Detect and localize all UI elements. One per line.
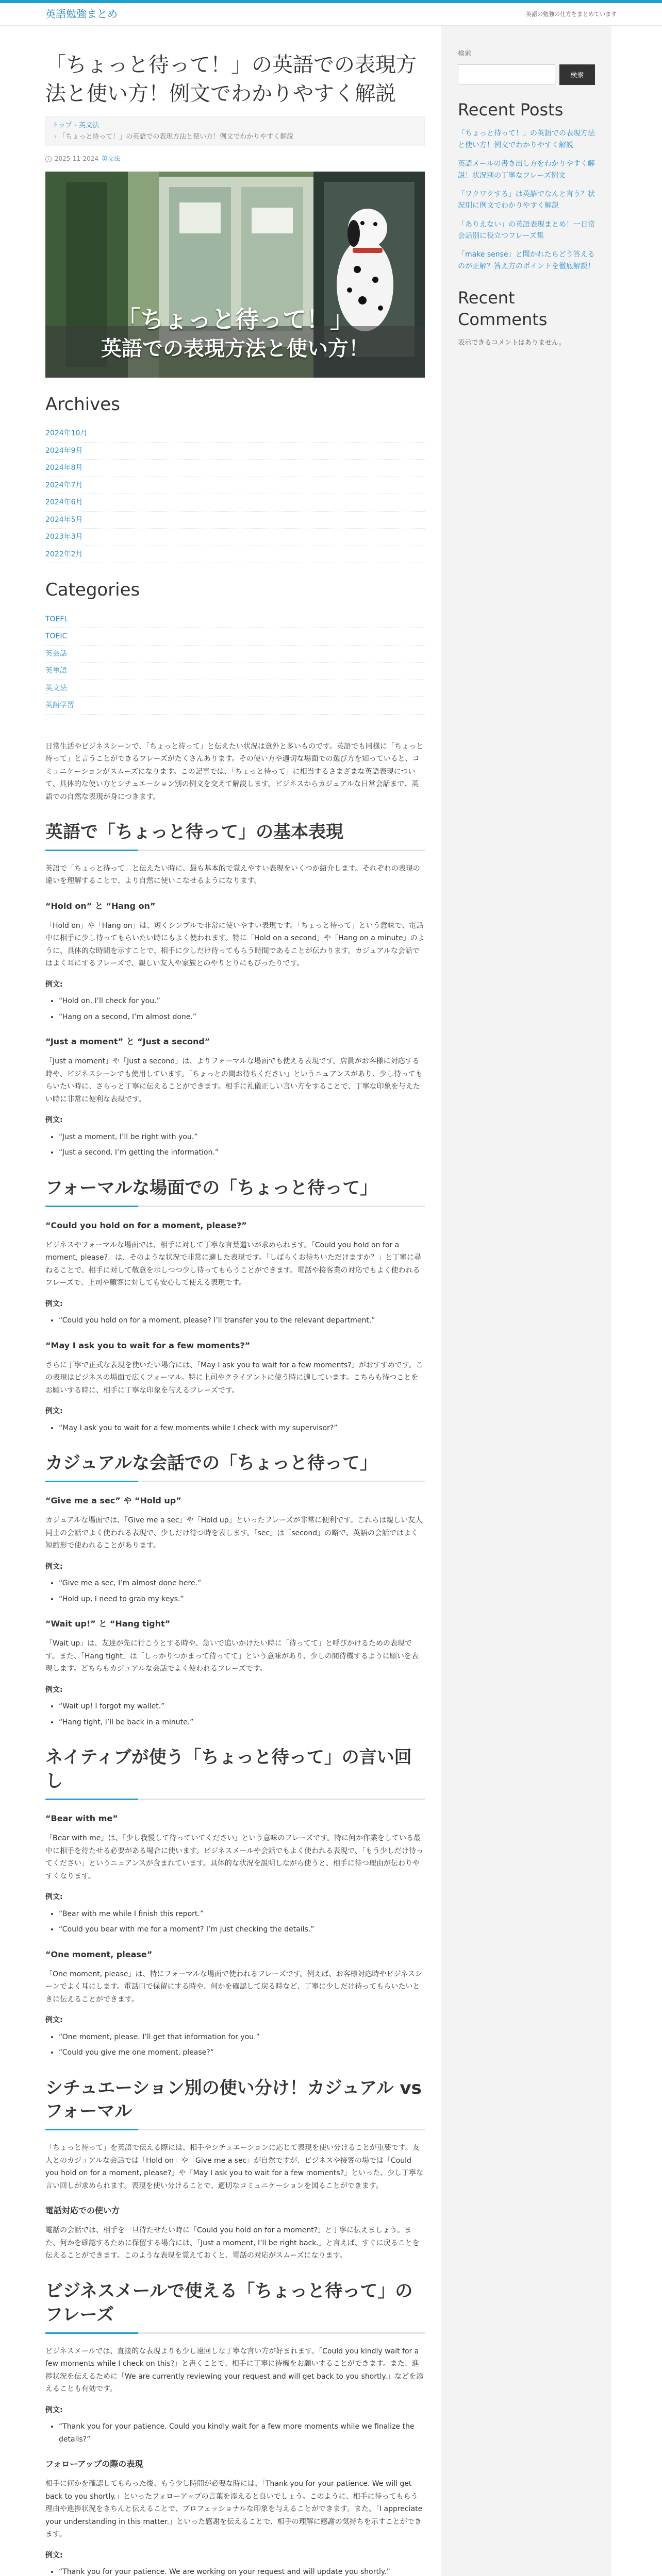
- recent-comments-title: Recent Comments: [458, 288, 548, 329]
- recent-post-item: [458, 128, 595, 151]
- archive-item-link[interactable]: 2024年5月: [45, 515, 83, 524]
- archive-item-link[interactable]: 2022年2月: [45, 550, 83, 558]
- archive-item: [45, 512, 425, 529]
- recent-post-item-link[interactable]: 「ちょっと待って！」の英語での表現方法と使い方！例文でわかりやすく解説: [458, 129, 595, 149]
- example-label: 例文:: [45, 1407, 63, 1416]
- archive-item: [45, 494, 425, 512]
- recent-post-item-link[interactable]: 「make sense」と聞かれたらどう答えるのが正解？答え方のポイントを徹底解説！: [458, 250, 595, 270]
- example-list: [59, 2031, 425, 2059]
- example-label: 例文:: [45, 980, 63, 989]
- categories-list: [45, 611, 425, 715]
- intro-paragraph: 日常生活やビジネスシーンで、「ちょっと待って」と伝えたい状況は意外と多いものです。英語でも同様に「ちょっと待って」と言うことができるフレーズがたくさんあります。その使い方や適切な場面での選び方を知っていると、コミュニケーションがスムーズになります。この記事では、「ちょっと待って」に相当するさまざまな英語表現について、具体的な使い方とシチュエーション別の例文を交えて解説します。ビジネスからカジュアルな日常会話まで、英語での自然な表現が身につきます。: [45, 742, 423, 801]
- section-paragraph: 相手に何かを確認してもらった後、もう少し時間が必要な時には、「Thank you for your patience. We will get back to you shortly.」といったフォローアップの言葉を添えると良いでしょう。このように、相手に待ってもらう理由や進捗状況をきちんと伝えることで、プロフェッショナルな印象を与えることができます。また、「I appreciate your understanding in this matter.」といった感謝を伝えることで、相手の理解に感謝の気持ちを示すことができます。: [45, 2480, 423, 2539]
- section-heading: 英語で「ちょっと待って」の基本表現: [45, 821, 425, 851]
- category-item: [45, 663, 425, 680]
- sidebar: [441, 26, 611, 2576]
- category-item: [45, 680, 425, 698]
- hero-image: [45, 172, 425, 378]
- site-header: [0, 3, 662, 26]
- archive-item-link[interactable]: 2023年3月: [45, 533, 83, 541]
- example-sentence: • “Thank you for your patience. We are working on your request and will update you shortly.”: [59, 2566, 425, 2576]
- example-list: [59, 1422, 425, 1435]
- example-sentence: • “Hold up, I need to grab my keys.”: [59, 1593, 425, 1606]
- recent-post-item: [458, 219, 595, 242]
- archive-item-link[interactable]: 2024年10月: [45, 429, 88, 438]
- category-item-link[interactable]: TOEFL: [45, 615, 69, 623]
- site-title-link[interactable]: 英語勉強まとめ: [45, 8, 118, 20]
- section-paragraph: カジュアルな場面では、「Give me a sec」や「Hold up」といったフレーズが非常に便利です。これらは親しい友人同士の会話でよく使われる表現で、少しだけ待つ時を表します。「sec」は「second」の略で、英語の会話ではよく短縮形で使われることがあります。: [45, 1516, 423, 1550]
- section-heading: ビジネスメールで使える「ちょっと待って」のフレーズ: [45, 2280, 425, 2334]
- category-item: [45, 611, 425, 629]
- categories-title: Categories: [45, 580, 140, 601]
- search-input[interactable]: [458, 64, 555, 85]
- recent-post-item-link[interactable]: 英語メールの書き出し方をわかりやすく解説！状況別の丁寧なフレーズ例文: [458, 160, 595, 180]
- subsection-heading: “Wait up!” と “Hang tight”: [45, 1619, 171, 1629]
- example-list: [59, 1700, 425, 1728]
- section-heading: シチュエーション別の使い分け！カジュアル vs フォーマル: [45, 2077, 425, 2131]
- example-label: 例文:: [45, 1685, 63, 1694]
- example-sentence: • “Hold on, I’ll check for you.”: [59, 995, 425, 1008]
- archive-item: [45, 425, 425, 443]
- recent-posts-title: Recent Posts: [458, 99, 564, 120]
- archive-item: [45, 460, 425, 477]
- example-sentence: • “Hang tight, I’ll be back in a minute.”: [59, 1716, 425, 1729]
- category-item-link[interactable]: TOEIC: [45, 632, 68, 641]
- main-column: [45, 26, 425, 2576]
- breadcrumb-current: 「ちょっと待って！」の英語での表現方法と使い方！例文でわかりやすく解説: [59, 133, 294, 141]
- example-list: [59, 1314, 425, 1327]
- hero-caption-line2: 英語での表現方法と使い方！: [101, 337, 369, 361]
- subsection-heading: “May I ask you to wait for a few moments?”: [45, 1340, 251, 1350]
- category-item-link[interactable]: 英文法: [45, 684, 67, 692]
- site-tagline: 英語の勉強の仕方をまとめています: [526, 10, 617, 18]
- clock-icon: [45, 156, 52, 162]
- example-sentence: • “Could you give me one moment, please?”: [59, 2046, 425, 2059]
- breadcrumb-category[interactable]: 英文法: [78, 122, 99, 129]
- category-item-link[interactable]: 英会話: [45, 649, 67, 658]
- search-form: [458, 64, 595, 85]
- archive-item-link[interactable]: 2024年8月: [45, 464, 83, 472]
- hero-caption: [45, 304, 425, 362]
- example-label: 例文:: [45, 1299, 63, 1308]
- breadcrumb-home[interactable]: トップ: [52, 122, 72, 129]
- breadcrumb-separator: ›: [54, 133, 57, 141]
- example-label: 例文:: [45, 1116, 63, 1125]
- archives-list: [45, 425, 425, 563]
- archive-item: [45, 443, 425, 460]
- breadcrumb-separator: ›: [74, 122, 77, 129]
- example-sentence: • “Just a moment, I’ll be right with you.”: [59, 1131, 425, 1144]
- section-paragraph: 英語で「ちょっと待って」と伝えたい時に、最も基本的で覚えやすい表現をいくつか紹介します。それぞれの表現の違いを理解することで、より自然に使いこなせるようになります。: [45, 864, 420, 886]
- example-sentence: • “May I ask you to wait for a few moments while I check with my supervisor?”: [59, 1422, 425, 1435]
- example-label: 例文:: [45, 2551, 63, 2560]
- example-sentence: • “Could you bear with me for a moment? I’m just checking the details.”: [59, 1923, 425, 1936]
- search-label: 検索: [458, 50, 472, 58]
- section-paragraph: さらに丁寧で正式な表現を使いたい場合には、「May I ask you to wait for a few moments?」がおすすめです。この表現はビジネスの場面で広くフォーマル。特に上司やクライアントに使う時に適しています。こちらも待つことをお願いする時に、相手に丁寧な印象を与えるフレーズです。: [45, 1361, 423, 1395]
- article-body: [45, 730, 425, 2576]
- example-list: [59, 995, 425, 1023]
- section-heading: ネイティブが使う「ちょっと待って」の言い回し: [45, 1746, 425, 1800]
- subsection-heading: フォローアップの際の表現: [45, 2459, 143, 2469]
- example-label: 例文:: [45, 2405, 63, 2414]
- recent-post-item: [458, 189, 595, 212]
- archive-item: [45, 546, 425, 564]
- example-label: 例文:: [45, 2016, 63, 2025]
- category-item: [45, 628, 425, 646]
- section-paragraph: ビジネスやフォーマルな場面では、相手に対して丁寧な言葉遣いが求められます。「Could you hold on for a moment, please?」は、そのような状況で非常に適した表現です。「しばらくお待ちいただけますか？」と丁寧に尋ねることで、相手に対して敬意を示しつつ少し待ってもらうことができます。電話や接客業の対応でもよく使われるフレーズで、上司や顧客に対しても安心して使える表現です。: [45, 1241, 421, 1287]
- post-title: 「ちょっと待って！」の英語での表現方法と使い方！例文でわかりやすく解説: [45, 53, 417, 106]
- archive-item-link[interactable]: 2024年9月: [45, 446, 83, 455]
- section-paragraph: 「ちょっと待って」を英語で伝える際には、相手やシチュエーションに応じて表現を使い分けることが重要です。友人とのカジュアルな会話では「Hold on」や「Give me a sec」が自然ですが、ビジネスや接客の場では「Could you hold on for a moment, please?」や「May I ask you to wait for a few moments?」といった、少し丁寧な言い回しが求められます。表現を使い分けることで、適切なコミュニケーションを図ることができます。: [45, 2144, 424, 2190]
- example-sentence: • “Wait up! I forgot my wallet.”: [59, 1700, 425, 1713]
- example-list: [59, 1131, 425, 1159]
- archive-item: [45, 529, 425, 546]
- recent-post-item: [458, 158, 595, 181]
- example-label: 例文:: [45, 1893, 63, 1902]
- section-paragraph: 「Bear with me」は、「少し我慢して待っていてください」という意味のフレーズです。特に何か作業をしている最中に相手を待たせる必要がある場合に使います。ビジネスメールや会話でもよく使われる表現で、「もう少しだけ待ってください」というニュアンスが含まれています。具体的な状況を説明しながら使うと、相手に待つ理由が伝わりやすくなります。: [45, 1834, 423, 1880]
- section-paragraph: 電話の会話では、相手を一旦待たせたい時に「Could you hold on for a moment?」と丁寧に伝えましょう。また、何かを確認するために保留する場合には、「Just a moment, I’ll be right back.」と言えば、すぐに戻ることを伝えることができます。このような表現を覚えておくと、電話の対応がスムーズになります。: [45, 2226, 420, 2260]
- example-sentence: • “Thank you for your patience. Could you kindly wait for a few more moments while we finalize the details?”: [59, 2420, 425, 2446]
- subsection-heading: 電話対応での使い方: [45, 2206, 120, 2216]
- recent-posts-list: [458, 128, 595, 272]
- section-paragraph: ビジネスメールでは、直接的な表現よりも少し遠回しな丁寧な言い方が好まれます。「Could you kindly wait for a few moments while I check on this?」と書くことで、相手に丁寧に待機をお願いすることができます。また、進捗状況を伝えるために「We are currently reviewing your request and will get back to you shortly.」などを添えることも有効です。: [45, 2347, 424, 2394]
- section-paragraph: 「One moment, please」は、特にフォーマルな場面で使われるフレーズです。例えば、お客様対応時やビジネスシーンでよく耳にします。電話口で保留にする時や、何かを確認して戻る時など、丁寧に少しだけ待ってもらいたいときに伝えることができます。: [45, 1970, 423, 2004]
- search-button[interactable]: 検索: [559, 64, 595, 85]
- subsection-heading: “Bear with me”: [45, 1814, 118, 1824]
- section-heading: フォーマルな場面での「ちょっと待って」: [45, 1177, 425, 1207]
- subsection-heading: “Give me a sec” や “Hold up”: [45, 1496, 181, 1506]
- section-paragraph: 「Hold on」や「Hang on」は、短くシンプルで非常に使いやすい表現です。「ちょっと待って」という意味で、電話中に相手に少し待ってもらいたい時にもよく使われます。特に「Hold on a second」や「Hang on a minute」のように、具体的な時間を示すことで、相手に少しだけ待ってもらう時間であることが伝わります。カジュアルな会話ではよく耳にするフレーズで、親しい友人や家族とのやりとりにもぴったりです。: [45, 921, 425, 968]
- recent-post-item-link[interactable]: 「ありえない」の英語表現まとめ！一日常会話別に役立つフレーズ集: [458, 220, 595, 241]
- section-paragraph: 「Wait up」は、友達が先に行こうとする時や、急いで追いかけたい時に「待ってて」と呼びかけるための表現です。また、「Hang tight」は「しっかりつかまって待ってて」という意味があり、少しの間待機するように願いを表現します。どちらもカジュアルな会話でよく使われるフレーズです。: [45, 1639, 419, 1673]
- category-item: [45, 646, 425, 663]
- example-list: [59, 2566, 425, 2576]
- category-item-link[interactable]: 英語学習: [45, 701, 74, 710]
- page-wrapper: [0, 26, 662, 2576]
- post-meta: [45, 154, 425, 164]
- archives-title: Archives: [45, 394, 120, 415]
- archive-item-link[interactable]: 2024年7月: [45, 481, 83, 489]
- breadcrumb: [45, 116, 425, 146]
- archive-item-link[interactable]: 2024年6月: [45, 498, 83, 507]
- section-heading: カジュアルな会話での「ちょっと待って」: [45, 1452, 425, 1482]
- example-sentence: • “Give me a sec, I’m almost done here.”: [59, 1577, 425, 1590]
- example-label: 例文:: [45, 1562, 63, 1571]
- hero-caption-line1: 「ちょっと待って！」: [117, 306, 354, 334]
- example-list: [59, 1577, 425, 1605]
- archive-item: [45, 477, 425, 495]
- post-category-link[interactable]: 英文法: [102, 155, 121, 163]
- example-list: [59, 2420, 425, 2446]
- example-sentence: • “Hang on a second, I’m almost done.”: [59, 1011, 425, 1024]
- category-item: [45, 697, 425, 715]
- subsection-heading: “Just a moment” と “Just a second”: [45, 1037, 210, 1047]
- subsection-heading: “Hold on” と “Hang on”: [45, 901, 156, 911]
- section-paragraph: 「Just a moment」や「Just a second」は、よりフォーマルな場面でも使える表現です。店員がお客様に対応する時や、ビジネスシーンでも使用しています。「ちょっとの間お待ちください」というニュアンスがあり、少し待ってもらいたい時に、さらっと丁寧に伝えることができます。相手に礼儀正しい言い方をすることで、丁寧な印象を与えたい時に非常に便利な表現です。: [45, 1057, 423, 1104]
- post-date: 2025-11-2024: [55, 155, 99, 163]
- recent-comments-empty: 表示できるコメントはありません。: [458, 339, 566, 347]
- category-item-link[interactable]: 英単語: [45, 667, 67, 675]
- example-sentence: • “Could you hold on for a moment, please? I’ll transfer you to the relevant department.”: [59, 1314, 425, 1327]
- example-sentence: • “Bear with me while I finish this report.”: [59, 1908, 425, 1921]
- subsection-heading: “Could you hold on for a moment, please?”: [45, 1220, 247, 1230]
- recent-post-item: [458, 249, 595, 272]
- recent-post-item-link[interactable]: 「ワクワクする」は英語でなんと言う？状況別に例文でわかりやすく解説: [458, 190, 595, 210]
- subsection-heading: “One moment, please”: [45, 1949, 153, 1959]
- example-list: [59, 1908, 425, 1936]
- example-sentence: • “Just a second, I’m getting the information.”: [59, 1146, 425, 1159]
- example-sentence: • “One moment, please. I’ll get that information for you.”: [59, 2031, 425, 2044]
